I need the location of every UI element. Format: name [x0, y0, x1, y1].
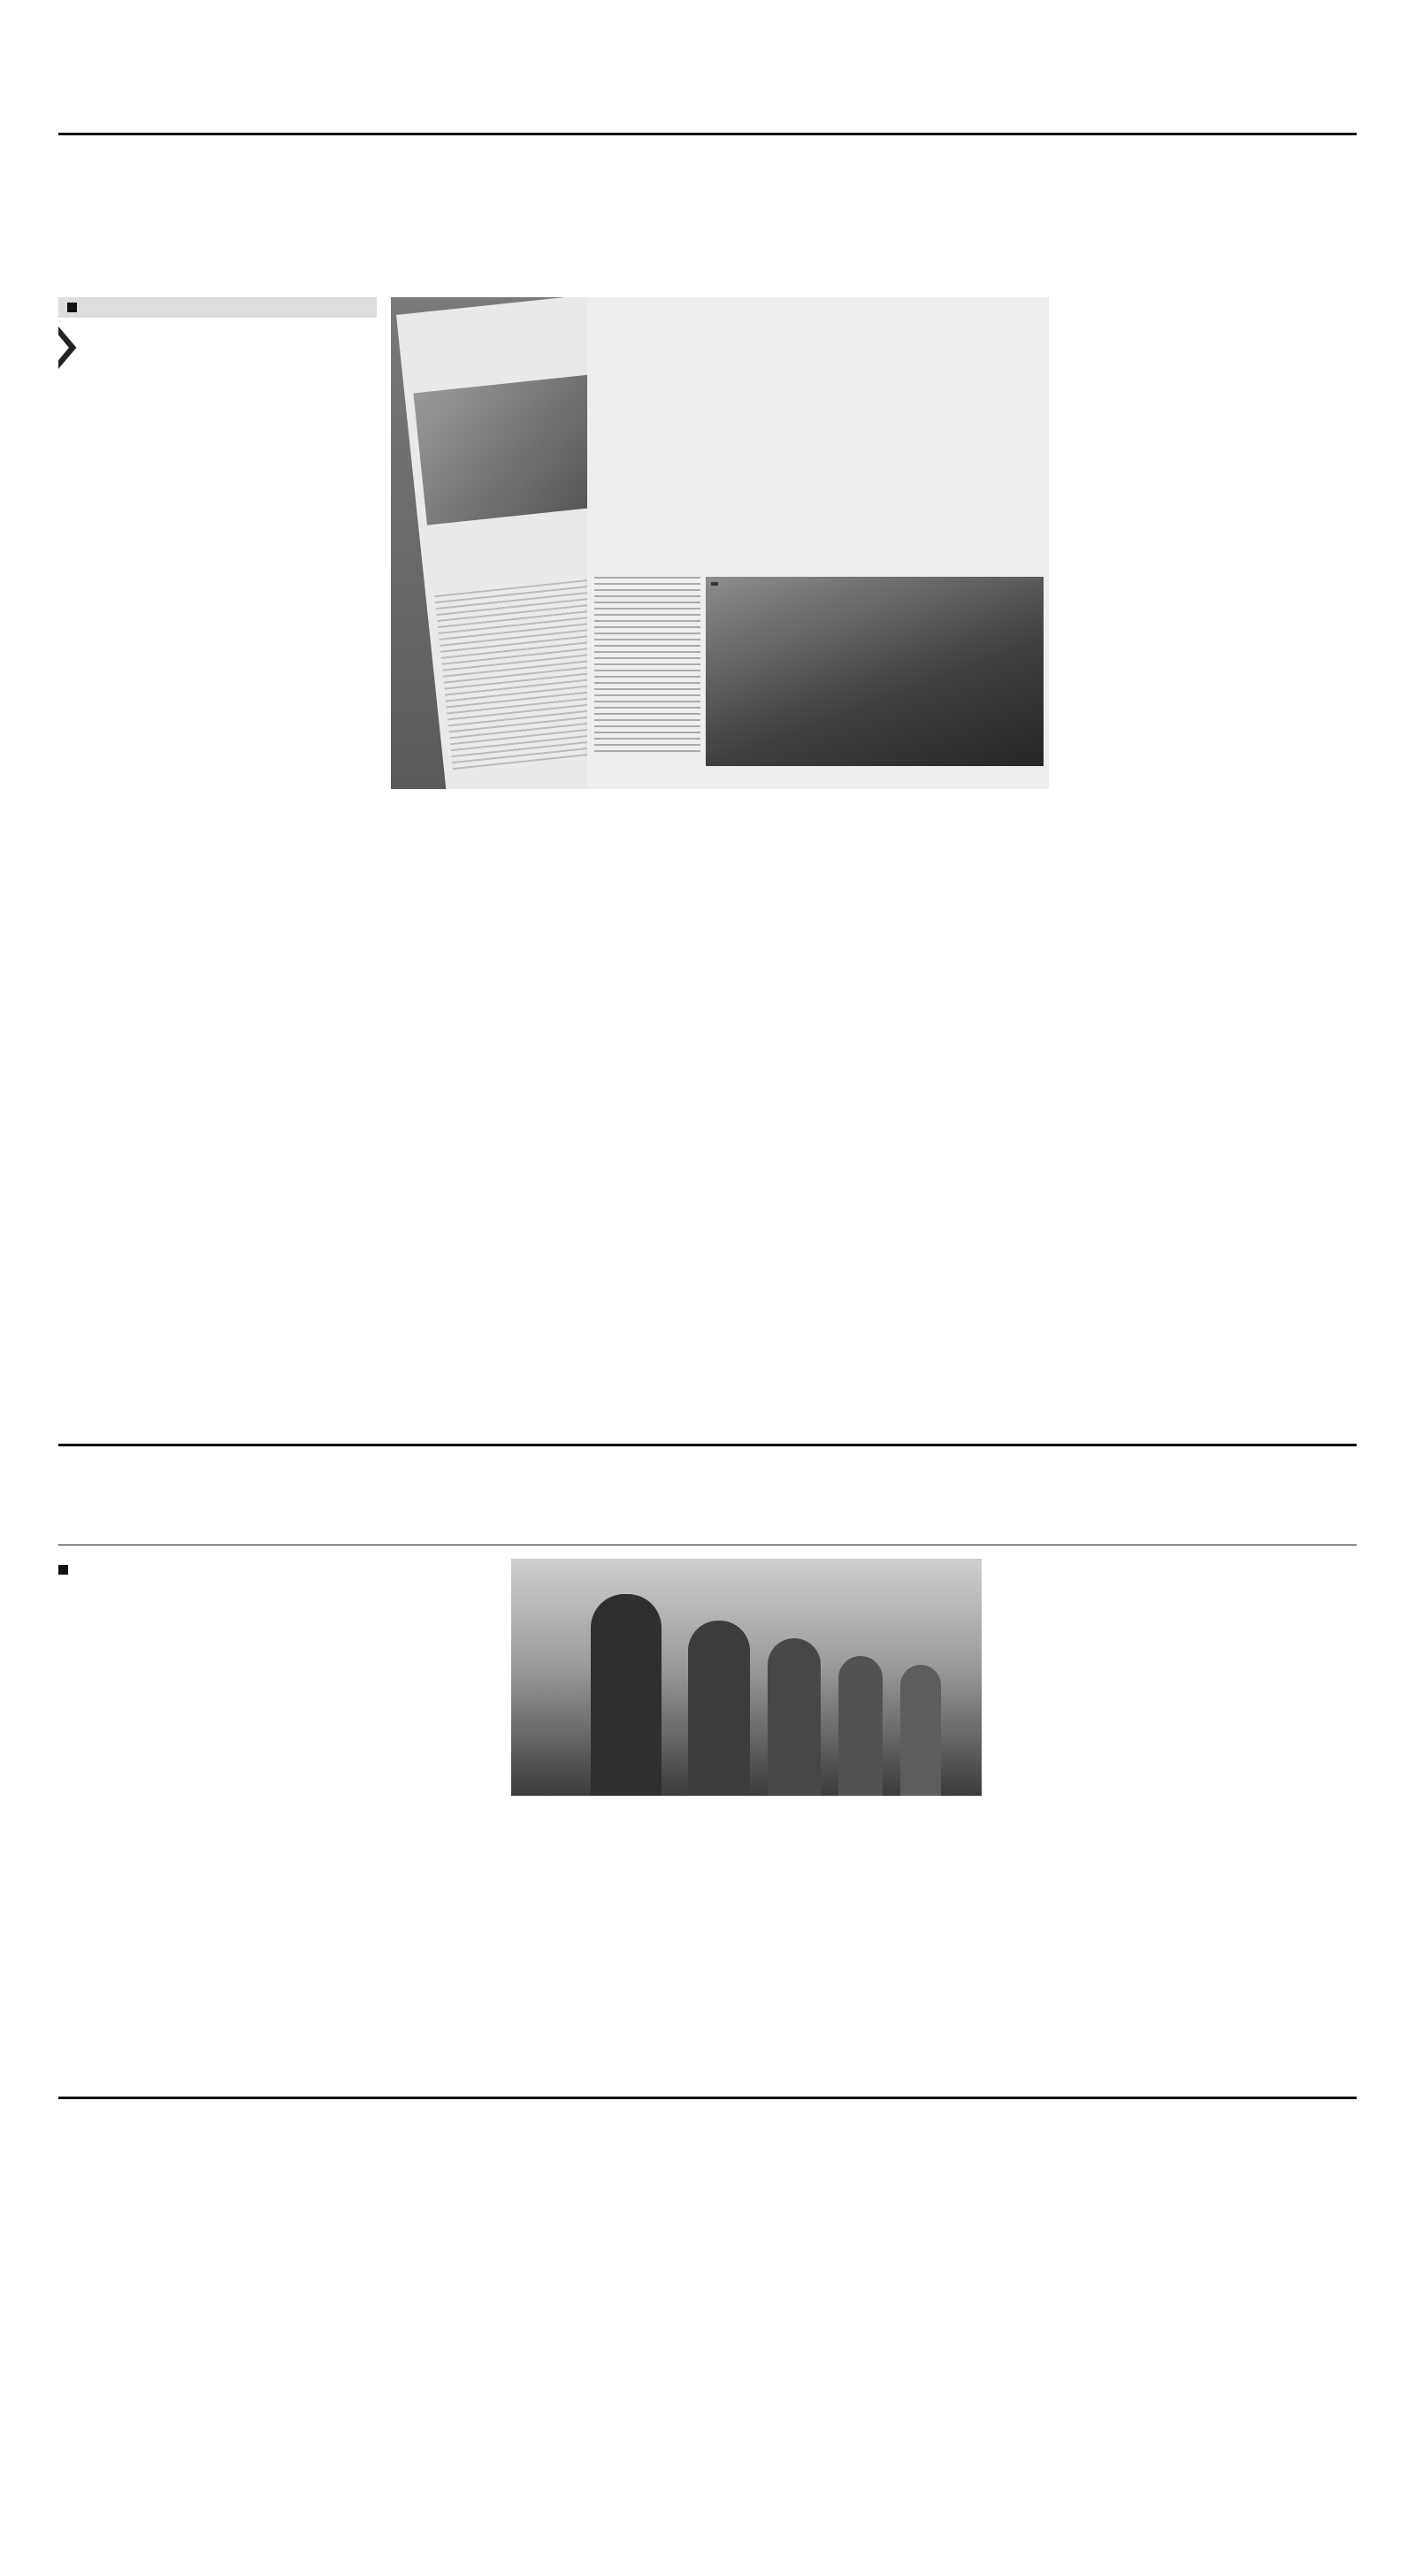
article1-col5: [1061, 297, 1357, 1430]
masthead-rule: [58, 133, 1357, 135]
front-newspaper: [587, 297, 1049, 789]
article2-col4: [748, 1808, 973, 2088]
article2-photo: [511, 1559, 982, 1796]
article2-col3: [511, 1808, 736, 2088]
article1-col2: [391, 847, 596, 1430]
article3-top-rule: [58, 2097, 1357, 2099]
china-news-logo: [573, 65, 838, 136]
article2-col5: [1176, 1559, 1357, 2088]
square-icon: [58, 1565, 68, 1575]
article1-byline: [58, 297, 377, 318]
article2-top-rule: [58, 1444, 1357, 1446]
article2-col1: [58, 1559, 271, 2088]
square-icon: [67, 303, 77, 312]
article2-byline: [58, 1559, 271, 1582]
chevron-right-icon: [58, 326, 88, 369]
newspaper-photo: [391, 297, 1049, 789]
article1-col4: [845, 847, 1051, 1430]
article1-lead: [58, 297, 377, 369]
article2-col2: [283, 1559, 495, 2088]
article1-col3: [617, 847, 822, 1430]
article1-col1: [58, 518, 377, 1430]
